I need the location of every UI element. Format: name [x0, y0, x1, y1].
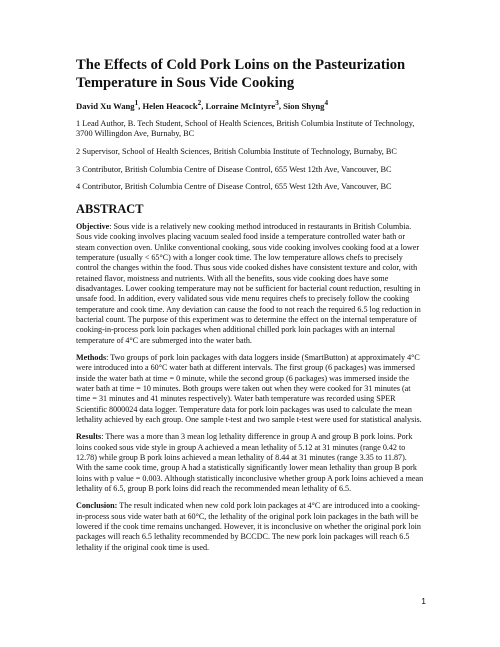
page-number: 1: [421, 596, 426, 606]
affiliation: 4 Contributor, British Columbia Centre of Disease Control, 655 West 12th Ave, Vancouver, BC: [76, 182, 392, 192]
author: Helen Heacock$^2$: [142, 99, 202, 111]
abstract-conclusion: [76, 501, 424, 553]
author: Sion Shyng$^4$: [283, 99, 329, 111]
author: Lorraine McIntyre$^3$: [205, 99, 279, 111]
section-text: : There was a more than 3 mean log lethality difference in group A and group B pork loins. Pork loins cooked sous vide style in group A achieved a mean lethality of 5.12 at 31 minutes (range 0.42 to 12.78) while group B pork loins achieved a mean lethality of 8.44 at 31 minutes (range 3.35 to 11.87). With the same cook time, group A had a statistically significantly lower mean lethality than group B pork loins with p value = 0.003. Although statistically inconclusive whether group A pork loins achieved a mean lethality of 6.5, group B pork loins did reach the recommended mean lethality of 6.5.: [76, 432, 424, 494]
section-label: Conclusion:: [76, 501, 118, 511]
abstract-results: [76, 432, 424, 494]
affiliation: 1 Lead Author, B. Tech Student, School of Health Sciences, British Columbia Institute of Technology, 3700 Willingdon Ave, Burnaby, BC: [76, 118, 415, 139]
abstract-methods: [76, 353, 424, 425]
section-label: Methods: [76, 352, 107, 362]
paper-title: The Effects of Cold Pork Loins on the Pasteurization Temperature in Sous Vide Cooking: [76, 57, 406, 91]
abstract-heading: ABSTRACT: [76, 201, 144, 216]
author-list: David Xu Wang$^1$, Helen Heacock$^2$, Lorraine McIntyre$^3$, Sion Shyng$^4$: [76, 99, 329, 111]
affiliation: 2 Supervisor, School of Health Sciences, British Columbia Institute of Technology, Burnaby, BC: [76, 147, 397, 157]
section-text: : Sous vide is a relatively new cooking method introduced in restaurants in British Columbia. Sous vide cooking involves placing vacuum sealed food inside a temperature controlled water bath or steam convection oven. Unlike conventional cooking, sous vide cooking involves cooking food at a lower temperature (usually < 65°C) with a longer cook time. The low temperature allows chefs to precisely control the changes within the food. Thus sous vide cooked dishes have consistent texture and color, with retained flavor, moistness and nutrients. With all the benefits, sous vide cooking does have some disadvantages. Lower cooking temperature may not be sufficient for bacterial count reduction, resulting in unsafe food. In addition, every validated sous vide menu requires chefs to precisely follow the cooking temperature and cook time. Any deviation can cause the food to not reach the required 6.5 log reduction in bacterial count. The purpose of this experiment was to determine the effect on the internal temperature of cooking-in-process pork loin packages when additional chilled pork loin packages with an internal temperature of 4°C are submerged into the water bath.: [76, 221, 421, 345]
section-label: Results: [76, 432, 102, 442]
affiliation: 3 Contributor, British Columbia Centre of Disease Control, 655 West 12th Ave, Vancouver, BC: [76, 164, 392, 174]
section-text: The result indicated when new cold pork loin packages at 4°C are introduced into a cooking-in-process sous vide water bath at 60°C, the lethality of the original pork loin packages in the bath will be lowered if the cook time remains unchanged. However, it is inconclusive on whether the original pork loin packages will reach 6.5 lethality recommended by BCCDC. The new pork loin packages will reach 6.5 lethality if the original cook time is used.: [76, 501, 421, 552]
author: David Xu Wang$^1$: [76, 99, 139, 111]
section-text: : Two groups of pork loin packages with data loggers inside (SmartButton) at approximately 4°C were introduced into a 60°C water bath at different intervals. The first group (6 packages) was immersed inside the water bath at time = 0 minute, while the second group (6 packages) was immersed inside the water bath at time = 10 minutes. Both groups were taken out when they were cooked for 31 minutes (at time = 31 minutes and 41 minutes respectively). Water bath temperature was recorded using SPER Scientific 8000024 data logger. Temperature data for pork loin packages was used to calculate the mean lethality achieved by each group. One sample t-test and two sample t-test were used for statistical analysis.: [76, 352, 422, 425]
section-label: Objective: [76, 221, 110, 231]
abstract-objective: [76, 222, 424, 346]
